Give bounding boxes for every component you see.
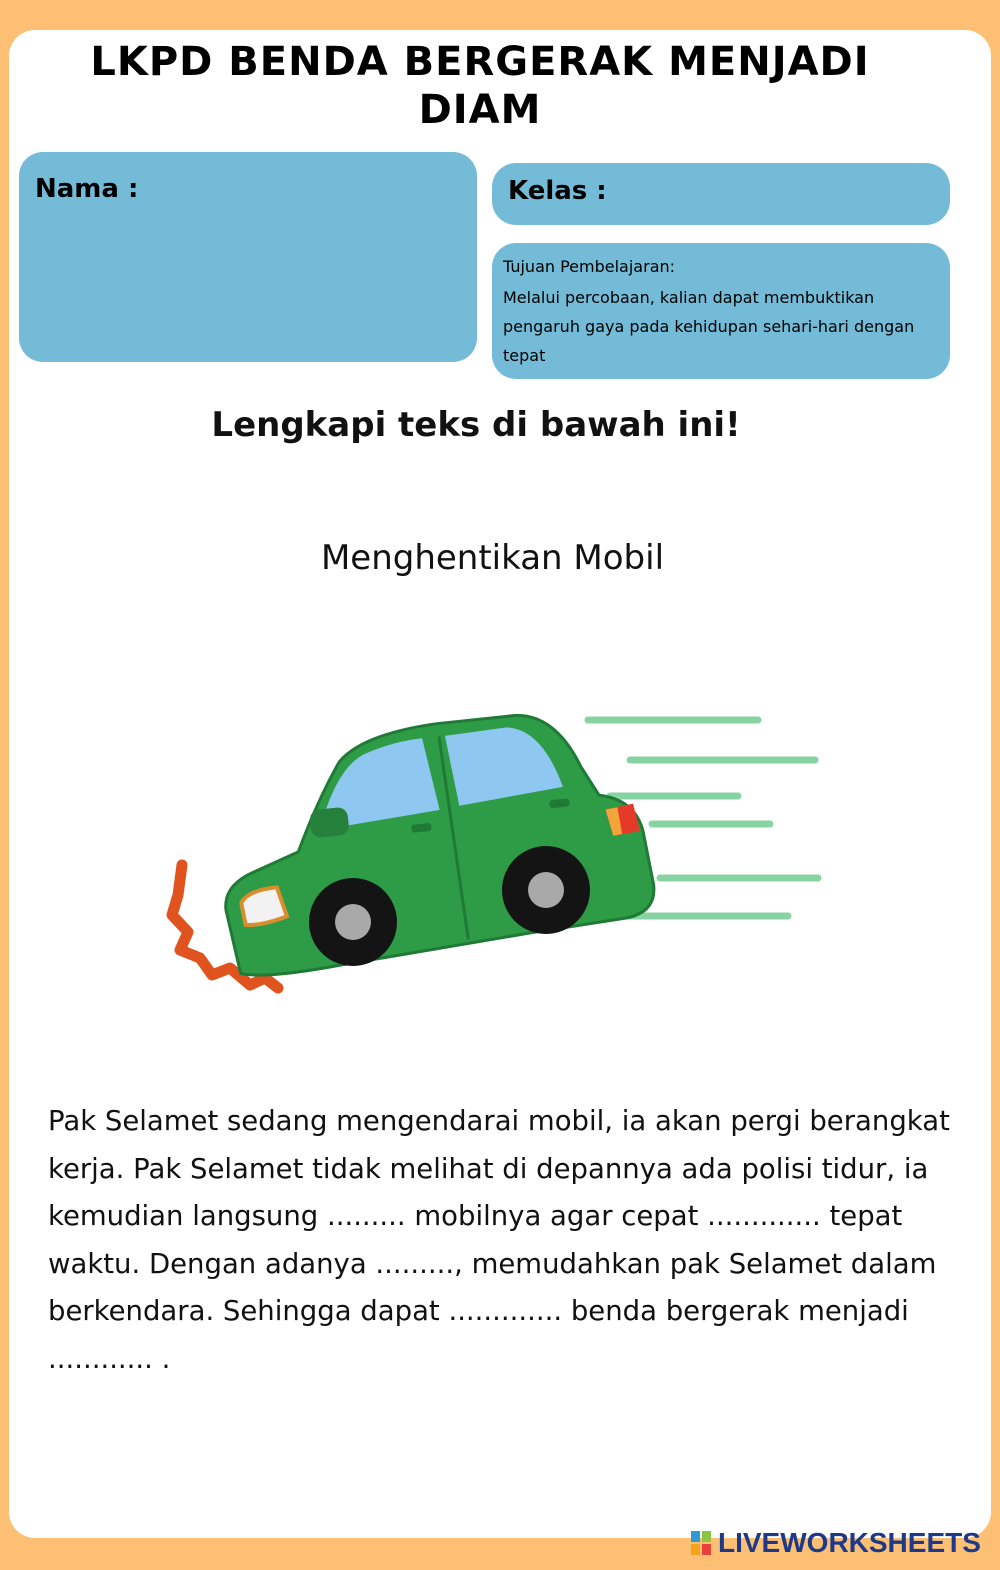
braking-car-illustration bbox=[160, 700, 830, 1000]
brand-text: LIVEWORKSHEETS bbox=[718, 1527, 981, 1558]
car-body bbox=[209, 703, 659, 979]
text-segment: tepat waktu. Dengan adanya bbox=[48, 1200, 903, 1280]
blank-4[interactable]: ............. bbox=[448, 1295, 563, 1327]
text-segment: . bbox=[152, 1342, 171, 1375]
side-mirror bbox=[309, 807, 350, 839]
title-line-1: LKPD BENDA BERGERAK MENJADI bbox=[90, 39, 870, 85]
nama-box[interactable] bbox=[19, 152, 477, 362]
story-paragraph bbox=[48, 1098, 968, 1383]
blank-2[interactable]: ............. bbox=[707, 1200, 821, 1232]
tujuan-text: Melalui percobaan, kalian dapat membuktikan pengaruh gaya pada kehidupan sehari-hari dengan tepat bbox=[503, 288, 915, 365]
title-line-2: DIAM bbox=[418, 87, 542, 133]
liveworksheets-brand[interactable] bbox=[690, 1526, 981, 1560]
text-segment: mobilnya agar cepat bbox=[405, 1200, 708, 1232]
nama-label: Nama : bbox=[35, 174, 139, 204]
worksheet-title bbox=[80, 38, 880, 134]
tujuan-box bbox=[492, 243, 950, 379]
text-segment: benda bergerak menjadi bbox=[562, 1295, 909, 1327]
kelas-box[interactable] bbox=[492, 163, 950, 225]
tujuan-title: Tujuan Pembelajaran: bbox=[503, 257, 676, 276]
text-segment: , memudahkan pak Selamet dalam berkendara. Sehingga dapat bbox=[48, 1247, 937, 1327]
blank-1[interactable]: ......... bbox=[326, 1200, 406, 1232]
rear-wheel bbox=[502, 846, 590, 934]
kelas-label: Kelas : bbox=[508, 176, 607, 206]
front-wheel bbox=[309, 878, 397, 966]
story-subtitle: Menghentikan Mobil bbox=[320, 538, 665, 578]
blank-3[interactable]: ......... bbox=[375, 1247, 455, 1280]
text-segment: Pak Selamet sedang mengendarai mobil, ia akan pergi berangkat kerja. Pak Selamet tidak melihat di depannya ada polisi tidur, ia kemudian langsung bbox=[48, 1105, 950, 1232]
blank-5[interactable]: ............ bbox=[48, 1342, 153, 1375]
liveworksheets-logo-icon bbox=[690, 1530, 712, 1556]
instruction-heading: Lengkapi teks di bawah ini! bbox=[211, 405, 741, 445]
